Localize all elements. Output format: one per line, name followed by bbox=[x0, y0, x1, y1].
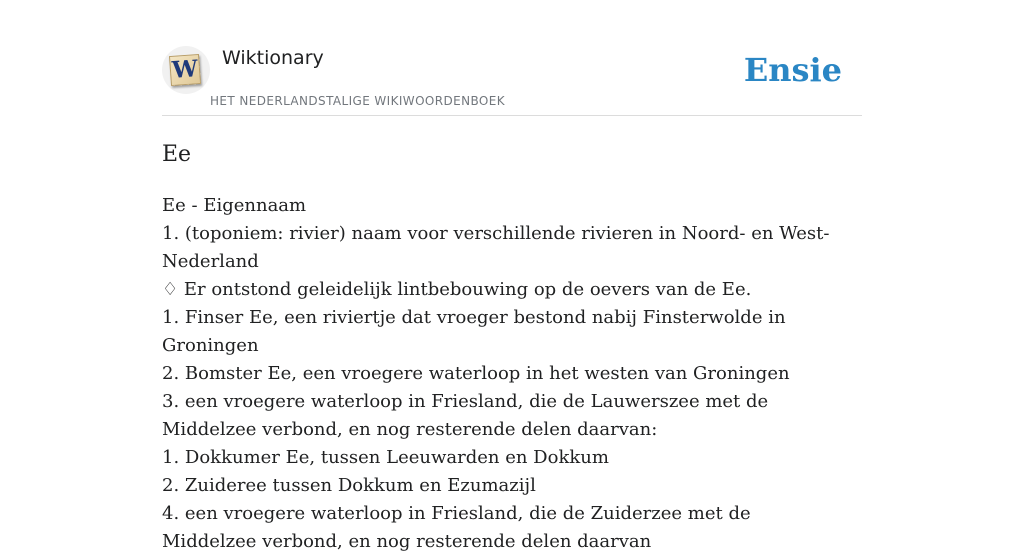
entry-line: Ee - Eigennaam bbox=[162, 195, 307, 216]
entry-line: 1. (toponiem: rivier) naam voor verschillende rivieren in Noord- en West-Nederland bbox=[162, 223, 830, 272]
entry-line: 3. een vroegere waterloop in Friesland, die de Lauwerszee met de Middelzee verbond, en nog resterende delen daarvan: bbox=[162, 391, 769, 440]
entry-line: 1. Dokkumer Ee, tussen Leeuwarden en Dokkum bbox=[162, 447, 609, 468]
entry-title: Ee bbox=[162, 142, 192, 167]
logo-letter: W bbox=[171, 55, 199, 84]
entry-content bbox=[162, 192, 842, 556]
entry-line: 2. Bomster Ee, een vroegere waterloop in het westen van Groningen bbox=[162, 363, 790, 384]
entry-line: 1. Finser Ee, een riviertje dat vroeger bestond nabij Finsterwolde in Groningen bbox=[162, 307, 786, 356]
entry-line: 4. een vroegere waterloop in Friesland, die de Zuiderzee met de Middelzee verbond, en nog resterende delen daarvan bbox=[162, 503, 751, 552]
logo-tile-icon bbox=[169, 54, 201, 86]
ensie-brand[interactable]: Ensie bbox=[743, 51, 842, 89]
site-tagline: HET NEDERLANDSTALIGE WIKIWOORDENBOEK bbox=[210, 94, 506, 108]
entry-line: ♢ Er ontstond geleidelijk lintbebouwing op de oevers van de Ee. bbox=[162, 279, 752, 300]
site-name[interactable]: Wiktionary bbox=[222, 47, 324, 69]
entry-line: 2. Zuideree tussen Dokkum en Ezumazijl bbox=[162, 475, 536, 496]
wiktionary-logo[interactable] bbox=[162, 46, 210, 94]
header-divider bbox=[162, 115, 862, 116]
